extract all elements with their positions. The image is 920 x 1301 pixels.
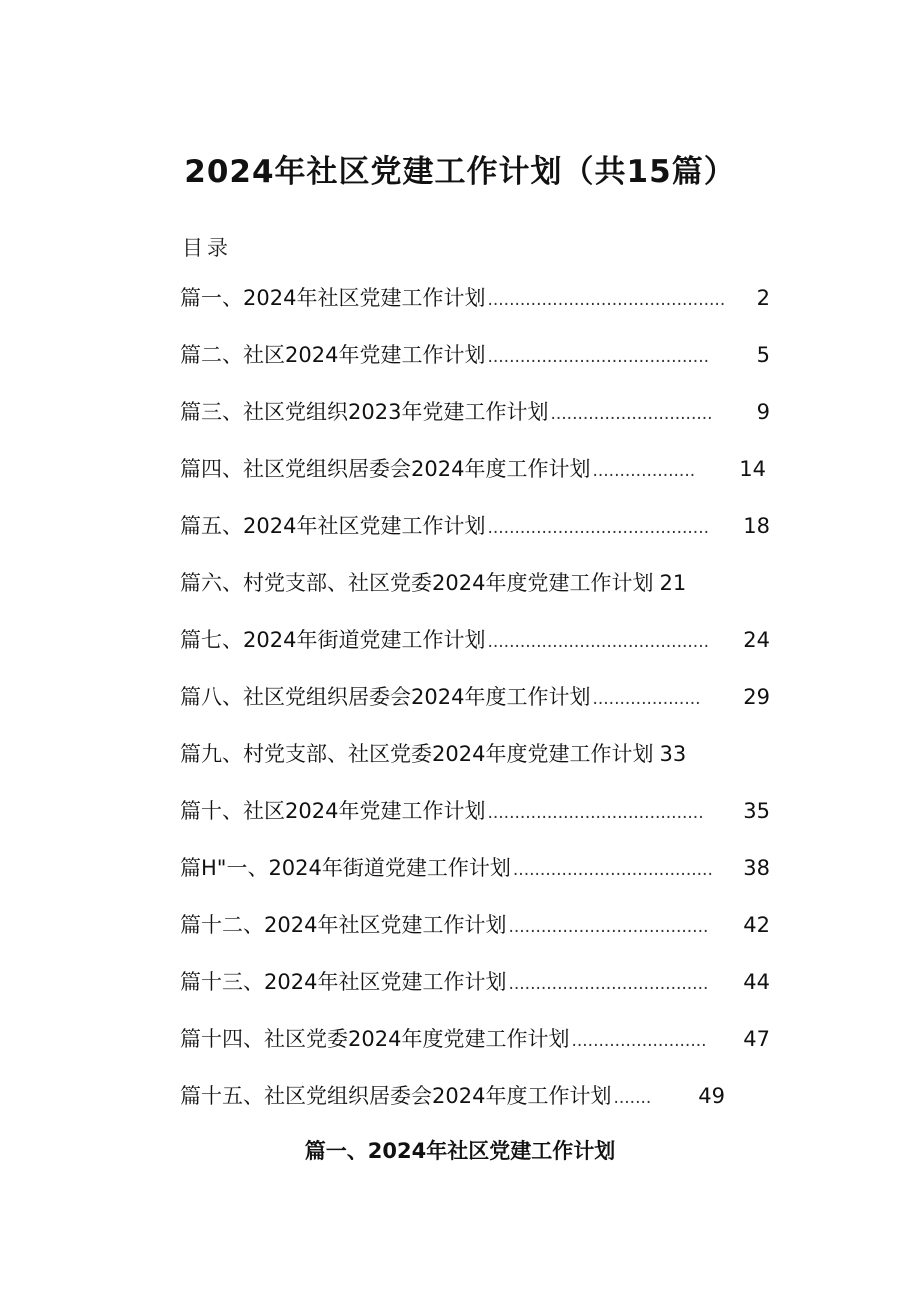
toc-entry-label: 篇六、村党支部、社区党委2024年度党建工作计划 [180, 571, 654, 595]
toc-page-number: 9 [756, 400, 770, 424]
toc-page-number: 42 [743, 913, 770, 937]
toc-entry-label: 篇七、2024年街道党建工作计划 [180, 628, 486, 652]
toc-entry-label: 篇H"一、2024年街道党建工作计划 [180, 856, 511, 880]
toc-entry-label: 篇三、社区党组织2023年党建工作计划 [180, 400, 549, 424]
toc-page-number: 49 [698, 1084, 725, 1108]
toc-leader-dots: ......................... [571, 1031, 707, 1051]
toc-entry-5[interactable] [180, 510, 770, 546]
toc-page-number: 35 [743, 799, 770, 823]
section-heading: 篇一、2024年社区党建工作计划 [304, 1139, 616, 1163]
toc-entry-label: 篇十四、社区党委2024年度党建工作计划 [180, 1027, 570, 1051]
toc-leader-dots: ......................................... [487, 518, 710, 538]
toc-page-number: 29 [743, 685, 770, 709]
toc-entry-13[interactable] [180, 966, 770, 1002]
toc-entry-4[interactable] [180, 453, 766, 489]
toc-leader-dots: ......................................... [487, 632, 710, 652]
toc-entry-2[interactable] [180, 339, 770, 375]
toc-entry-label: 篇四、社区党组织居委会2024年度工作计划 [180, 457, 591, 481]
toc-leader-dots: ....... [613, 1088, 652, 1108]
toc-entry-label: 篇十二、2024年社区党建工作计划 [180, 913, 507, 937]
toc-entry-label: 篇五、2024年社区党建工作计划 [180, 514, 486, 538]
toc-page-number: 5 [756, 343, 770, 367]
toc-leader-dots: ..................................... [508, 974, 709, 994]
toc-entry-10[interactable] [180, 795, 770, 831]
toc-entry-7[interactable] [180, 624, 770, 660]
toc-entry-3[interactable] [180, 396, 770, 432]
toc-entry-label: 篇九、村党支部、社区党委2024年度党建工作计划 [180, 742, 654, 766]
toc-leader-dots: .............................. [550, 404, 713, 424]
toc-page-number: 21 [659, 571, 687, 595]
toc-leader-dots: ............................................ [487, 290, 726, 310]
toc-page-number: 18 [743, 514, 770, 538]
toc-leader-dots: ..................................... [508, 917, 709, 937]
toc-leader-dots: ..................................... [512, 860, 713, 880]
toc-entry-12[interactable] [180, 909, 770, 945]
toc-entry-11[interactable] [180, 852, 770, 888]
toc-leader-dots: ......................................... [487, 347, 710, 367]
toc-entry-9[interactable] [180, 738, 686, 774]
toc-entry-label: 篇八、社区党组织居委会2024年度工作计划 [180, 685, 591, 709]
document-title: 2024年社区党建工作计划（共15篇） [184, 154, 736, 190]
toc-entry-8[interactable] [180, 681, 770, 717]
toc-page-number: 14 [739, 457, 766, 481]
toc-entry-15[interactable] [180, 1080, 725, 1116]
toc-entry-label: 篇一、2024年社区党建工作计划 [180, 286, 486, 310]
toc-page-number: 38 [743, 856, 770, 880]
toc-entry-label: 篇十五、社区党组织居委会2024年度工作计划 [180, 1084, 612, 1108]
toc-leader-dots: .................... [592, 689, 701, 709]
toc-page-number: 2 [756, 286, 770, 310]
toc-page-number: 47 [743, 1027, 770, 1051]
toc-page-number: 24 [743, 628, 770, 652]
toc-page-number: 44 [743, 970, 770, 994]
toc-entry-1[interactable] [180, 282, 770, 318]
toc-entry-label: 篇十三、2024年社区党建工作计划 [180, 970, 507, 994]
toc-entry-6[interactable] [180, 567, 686, 603]
toc-entry-label: 篇二、社区2024年党建工作计划 [180, 343, 486, 367]
toc-entry-14[interactable] [180, 1023, 770, 1059]
toc-heading: 目录 [182, 236, 232, 260]
toc-entry-label: 篇十、社区2024年党建工作计划 [180, 799, 486, 823]
toc-leader-dots: ................... [592, 461, 696, 481]
toc-leader-dots: ........................................ [487, 803, 704, 823]
toc-page-number: 33 [659, 742, 687, 766]
